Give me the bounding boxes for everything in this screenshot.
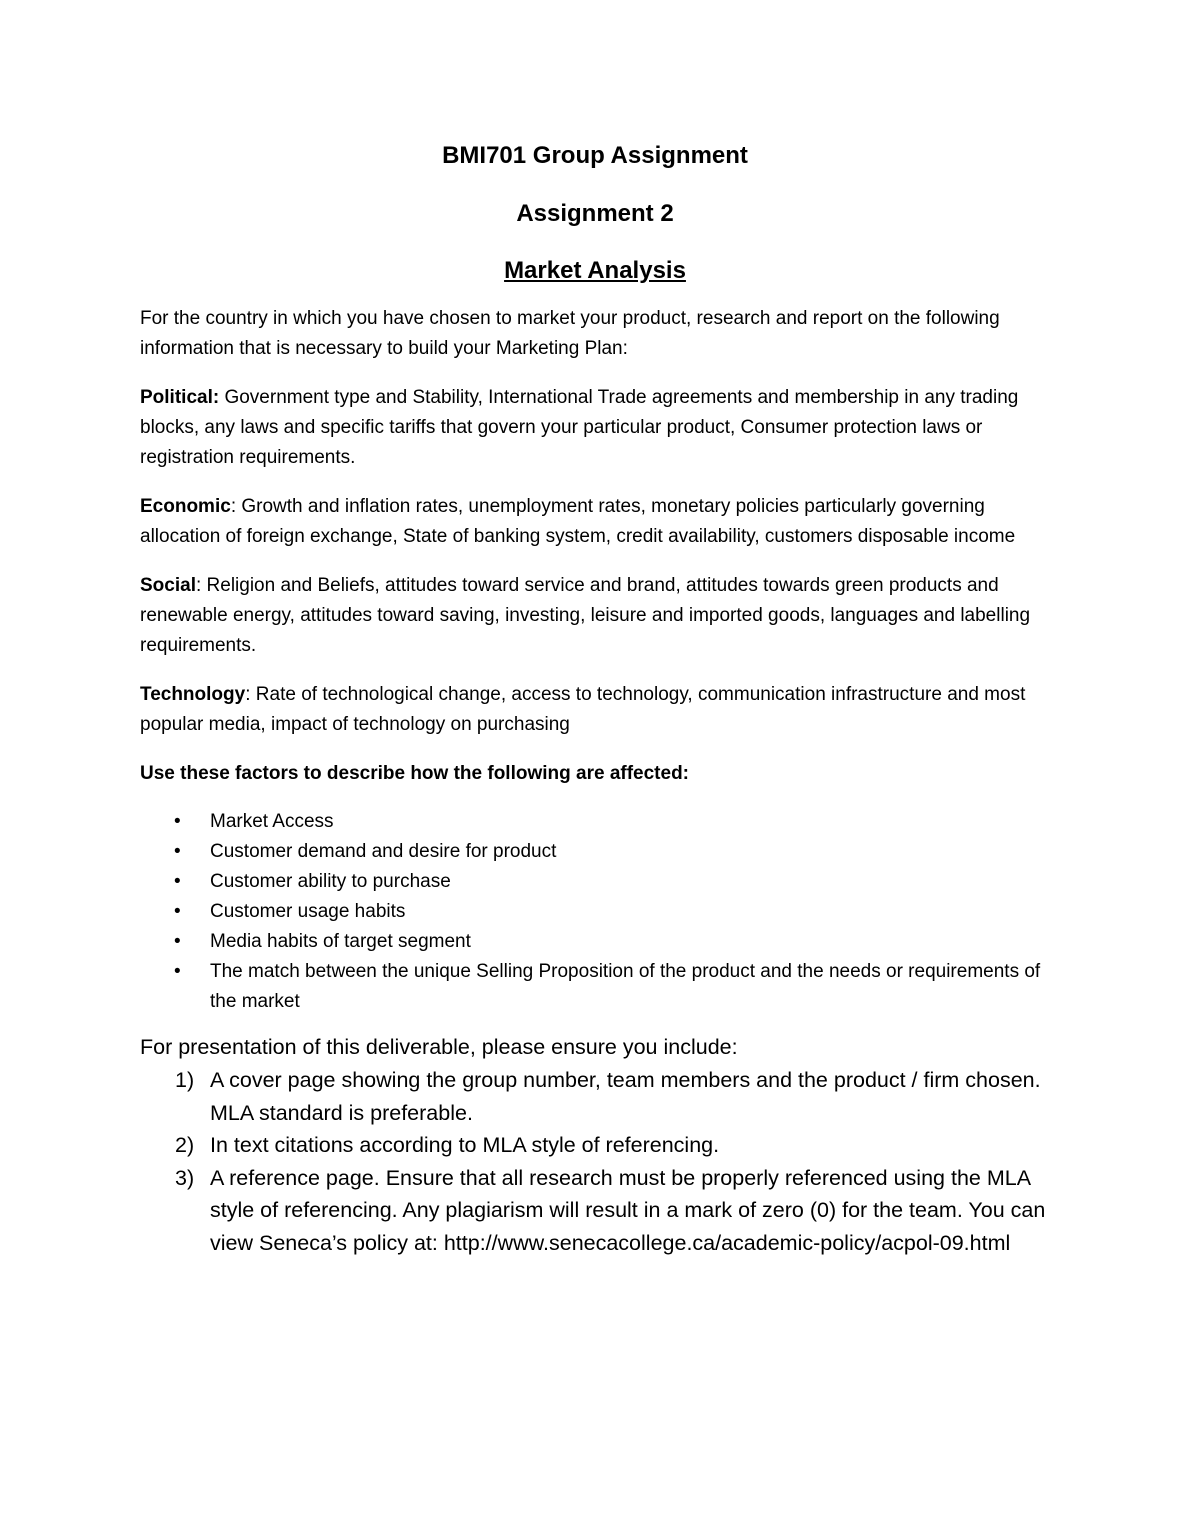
list-item-text: The match between the unique Selling Proposition of the product and the needs or requirements of the market <box>210 961 1041 1012</box>
intro-paragraph: For the country in which you have chosen to market your product, research and report on the following information that is necessary to build your Marketing Plan: <box>140 308 1000 359</box>
section-heading: Market Analysis <box>504 257 686 284</box>
bullet-icon: • <box>174 961 181 982</box>
list-item <box>140 837 1050 867</box>
factor-technology <box>140 680 1050 740</box>
list-item <box>140 927 1050 957</box>
factor-label: Technology <box>140 684 246 705</box>
factor-label: Economic <box>140 496 231 517</box>
presentation-intro: For presentation of this deliverable, please ensure you include: <box>140 1035 738 1059</box>
requirement-text: A cover page showing the group number, team members and the product / firm chosen. MLA standard is preferable. <box>210 1068 1041 1125</box>
item-number: 2) <box>175 1133 195 1157</box>
bullet-icon: • <box>174 811 181 832</box>
requirement-item <box>140 1064 1050 1129</box>
item-number: 1) <box>175 1068 195 1092</box>
list-item <box>140 867 1050 897</box>
requirement-item <box>140 1129 1050 1162</box>
list-item-text: Market Access <box>210 811 334 832</box>
list-item-text: Customer demand and desire for product <box>210 841 557 862</box>
factor-social <box>140 571 1050 661</box>
list-item-text: Customer ability to purchase <box>210 871 451 892</box>
factor-political <box>140 383 1050 473</box>
requirement-item <box>140 1162 1050 1260</box>
presentation-requirements-list <box>140 1064 1050 1259</box>
factor-text: : Rate of technological change, access to technology, communication infrastructure and most popular media, impact of technology on purchasing <box>140 684 1026 735</box>
list-item <box>140 957 1050 1017</box>
bullet-icon: • <box>174 841 181 862</box>
factor-economic <box>140 492 1050 552</box>
instruction-text: Use these factors to describe how the following are affected: <box>140 763 690 784</box>
requirement-text: A reference page. Ensure that all research must be properly referenced using the MLA style of referencing. Any plagiarism will result in a mark of zero (0) for the team. You can view Seneca’s policy at: http://www.senecacollege.ca/academic-policy/acpol-09.html <box>210 1165 1046 1255</box>
affected-areas-list <box>140 807 1050 1017</box>
item-number: 3) <box>175 1165 195 1190</box>
bullet-icon: • <box>174 871 181 892</box>
list-item-text: Customer usage habits <box>210 901 406 922</box>
bullet-icon: • <box>174 901 181 922</box>
requirement-text: In text citations according to MLA style of referencing. <box>210 1133 720 1157</box>
factor-text: : Religion and Beliefs, attitudes toward service and brand, attitudes towards green products and renewable energy, attitudes toward saving, investing, leisure and imported goods, languages and labelling requirements. <box>140 575 1031 656</box>
assignment-number: Assignment 2 <box>516 200 674 227</box>
bullet-icon: • <box>174 931 181 952</box>
document-body <box>140 138 1050 1259</box>
list-item <box>140 897 1050 927</box>
factor-label: Social <box>140 575 196 596</box>
factor-label: Political: <box>140 387 220 408</box>
list-item-text: Media habits of target segment <box>210 931 471 952</box>
factor-text: : Growth and inflation rates, unemployment rates, monetary policies particularly governing allocation of foreign exchange, State of banking system, credit availability, customers disposable income <box>140 496 1016 547</box>
factor-text: Government type and Stability, International Trade agreements and membership in any trading blocks, any laws and specific tariffs that govern your particular product, Consumer protection laws or registration requirements. <box>140 387 1019 468</box>
list-item <box>140 807 1050 837</box>
document-title: BMI701 Group Assignment <box>442 142 748 169</box>
